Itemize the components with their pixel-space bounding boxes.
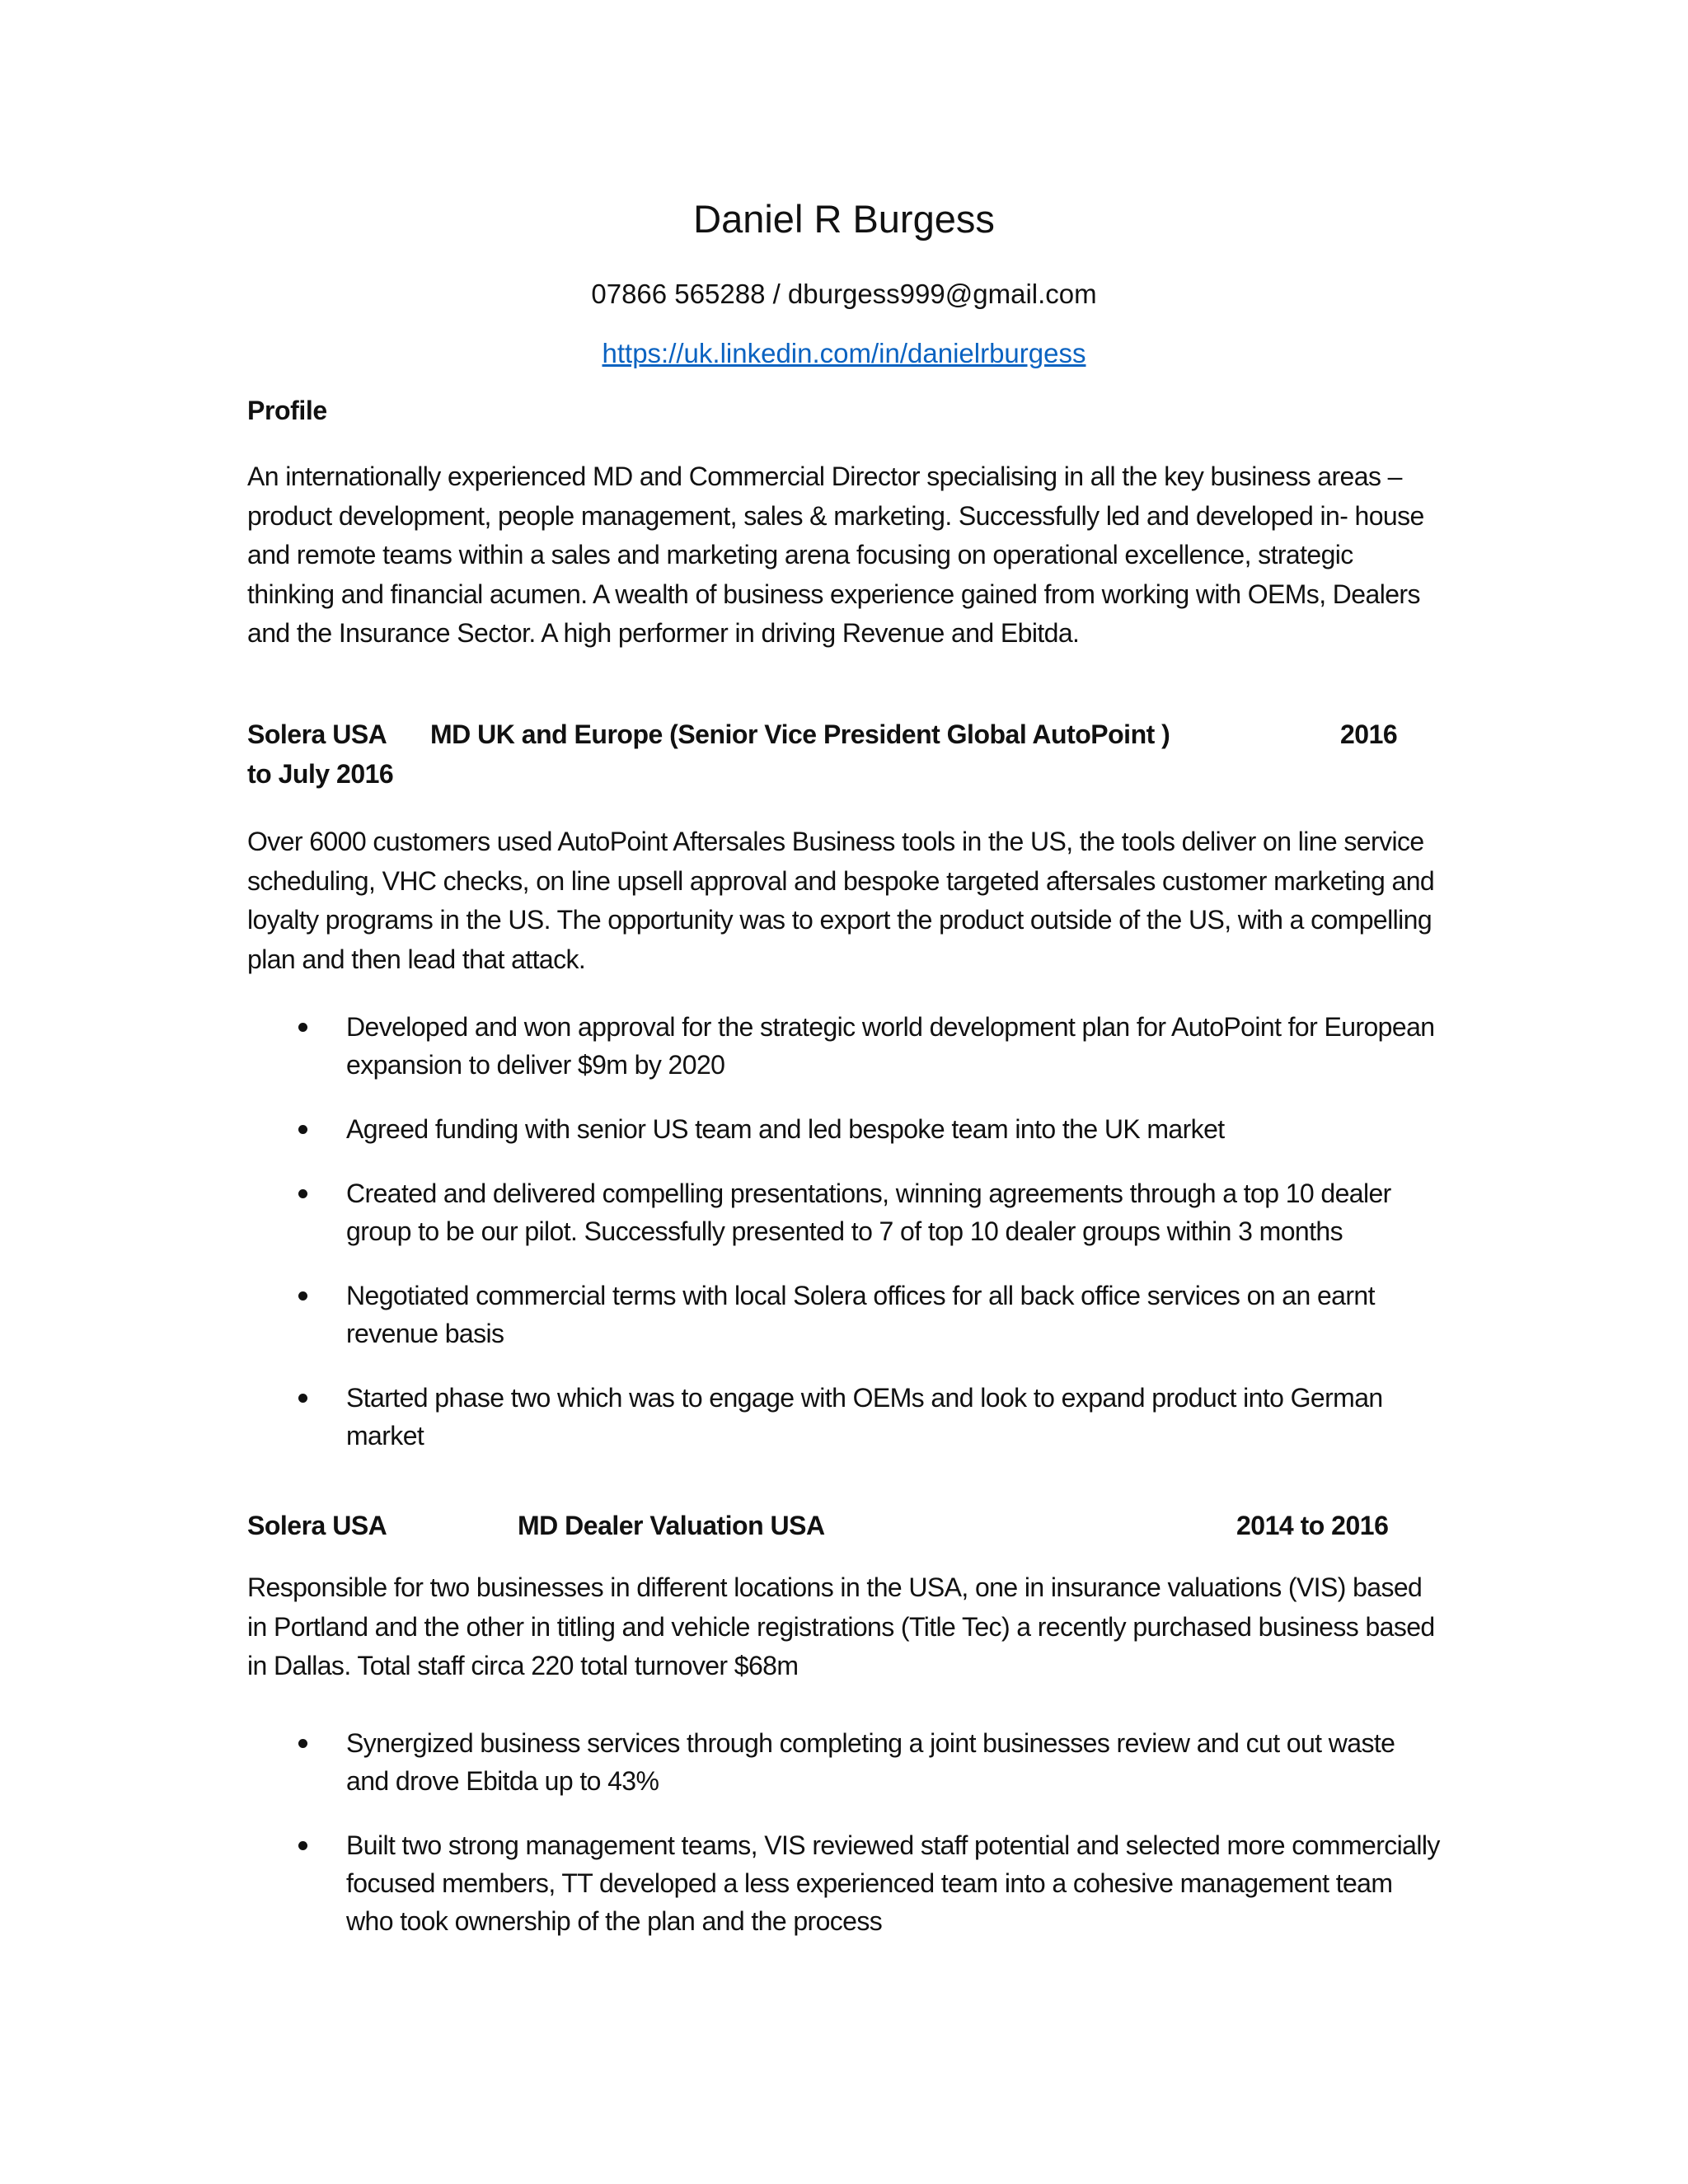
bullet-icon <box>298 1125 307 1134</box>
linkedin-row <box>0 338 1688 369</box>
bullet-text: Started phase two which was to engage with OEMs and look to expand product into German market <box>346 1383 1383 1451</box>
bullet-icon <box>298 1189 307 1198</box>
bullet-text: Developed and won approval for the strategic world development plan for AutoPoint for European expansion to deliver $9m by 2020 <box>346 1012 1435 1080</box>
role-1-years: 2016 <box>1340 719 1398 749</box>
role-1-bullet-list <box>247 1008 1442 1455</box>
bullet-icon <box>298 1291 307 1301</box>
role-1-company: Solera USA <box>247 719 387 749</box>
role-2-title: MD Dealer Valuation USA <box>518 1511 825 1540</box>
bullet-text: Created and delivered compelling presentations, winning agreements through a top 10 dealer group to be our pilot. Successfully presented to 7 of top 10 dealer groups within 3 months <box>346 1179 1391 1246</box>
list-item <box>247 1826 1442 1940</box>
bullet-text: Synergized business services through completing a joint businesses review and cut out waste and drove Ebitda up to 43% <box>346 1728 1395 1796</box>
candidate-name: Daniel R Burgess <box>693 197 995 241</box>
list-item <box>247 1174 1442 1250</box>
role-2-years: 2014 to 2016 <box>1236 1511 1389 1540</box>
role-1-summary: Over 6000 customers used AutoPoint Aftersales Business tools in the US, the tools deliver on line service scheduling, VHC checks, on line upsell approval and bespoke targeted aftersales customer marketing and loyalty programs in the US. The opportunity was to export the product outside of the US, with a compelling plan and then lead that attack. <box>247 827 1435 974</box>
bullet-text: Agreed funding with senior US team and led bespoke team into the UK market <box>346 1114 1225 1144</box>
list-item <box>247 1277 1442 1352</box>
profile-heading: Profile <box>247 396 327 425</box>
linkedin-link[interactable]: https://uk.linkedin.com/in/danielrburgess <box>602 338 1086 368</box>
bullet-icon <box>298 1739 307 1748</box>
bullet-text: Built two strong management teams, VIS reviewed staff potential and selected more commercially focused members, TT developed a less experienced team into a cohesive management team who took ownership of the plan and the process <box>346 1830 1440 1936</box>
role-2-summary: Responsible for two businesses in different locations in the USA, one in insurance valuations (VIS) based in Portland and the other in titling and vehicle registrations (Title Tec) a recently purchased business based in Dallas. Total staff circa 220 total turnover $68m <box>247 1572 1435 1680</box>
role-2-bullet-list <box>247 1724 1442 1940</box>
list-item <box>247 1110 1442 1148</box>
list-item <box>247 1379 1442 1455</box>
list-item <box>247 1008 1442 1084</box>
bullet-icon <box>298 1394 307 1403</box>
role-1-title: MD UK and Europe (Senior Vice President Global AutoPoint ) <box>430 719 1170 749</box>
bullet-text: Negotiated commercial terms with local Solera offices for all back office services on an earnt revenue basis <box>346 1281 1375 1348</box>
profile-text: An internationally experienced MD and Commercial Director specialising in all the key business areas – product development, people management, sales & marketing. Successfully led and developed in- house and remote teams within a sales and marketing arena focusing on operational excellence, strategic thinking and financial acumen. A wealth of business experience gained from working with OEMs, Dealers and the Insurance Sector. A high performer in driving Revenue and Ebitda. <box>247 462 1424 648</box>
contact-details: 07866 565288 / dburgess999@gmail.com <box>591 279 1097 309</box>
role-1-years-cont: to July 2016 <box>247 758 394 789</box>
role-2-company: Solera USA <box>247 1511 387 1540</box>
bullet-icon <box>298 1841 307 1850</box>
bullet-icon <box>298 1023 307 1032</box>
list-item <box>247 1724 1442 1800</box>
